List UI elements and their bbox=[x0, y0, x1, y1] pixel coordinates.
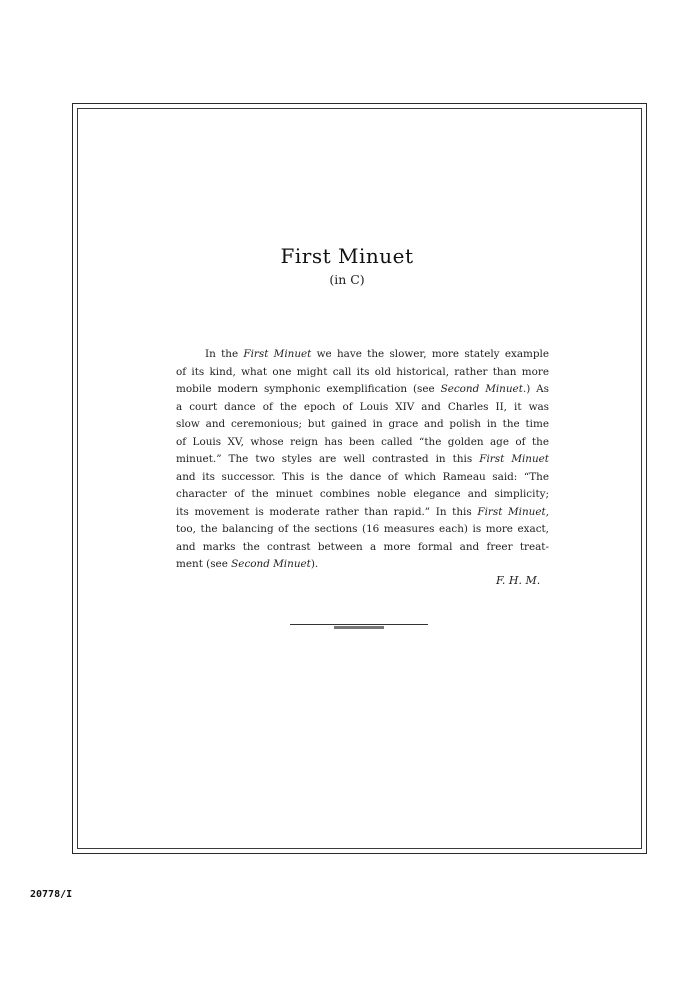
page-subtitle: (in C) bbox=[329, 272, 365, 287]
italic-title: First Minuet bbox=[479, 453, 549, 465]
italic-title: First Minuet, bbox=[477, 505, 549, 518]
body-line: its movement is moderate rather than rapid.” In this First Minuet, bbox=[176, 505, 549, 518]
italic-title: Second Minuet bbox=[231, 558, 311, 570]
body-line: of its kind, what one might call its old historical, rather than more bbox=[176, 365, 549, 378]
body-line: and its successor. This is the dance of which Rameau said: “The bbox=[176, 470, 549, 483]
page-title: First Minuet bbox=[280, 244, 414, 268]
ornament-rule-bar bbox=[334, 626, 384, 629]
body-line: too, the balancing of the sections (16 measures each) is more exact, bbox=[176, 523, 549, 535]
body-line: ment (see Second Minuet). bbox=[176, 558, 319, 570]
body-line: minuet.” The two styles are well contrasted in this First Minuet bbox=[176, 453, 549, 465]
ornament-rule-line bbox=[290, 624, 428, 625]
body-line: character of the minuet combines noble elegance and simplicity; bbox=[176, 488, 549, 500]
body-line: slow and ceremonious; but gained in grace and polish in the time bbox=[176, 418, 549, 430]
italic-title: Second Minuet. bbox=[440, 383, 527, 395]
body-line: of Louis XV, whose reign has been called “the golden age of the bbox=[176, 435, 549, 448]
catalog-number: 20778/I bbox=[30, 889, 73, 900]
decorative-rule-ornament bbox=[290, 624, 428, 630]
body-paragraph bbox=[176, 346, 549, 574]
body-line: mobile modern symphonic exemplification (see Second Minuet.) As bbox=[176, 383, 549, 395]
body-line: In the First Minuet we have the slower, more stately example bbox=[205, 348, 550, 360]
body-line: and marks the contrast between a more formal and freer treat- bbox=[176, 540, 549, 553]
body-line: a court dance of the epoch of Louis XIV and Charles II, it was bbox=[176, 400, 549, 413]
italic-title: First Minuet bbox=[243, 348, 312, 360]
author-signature: F. H. M. bbox=[496, 574, 541, 587]
